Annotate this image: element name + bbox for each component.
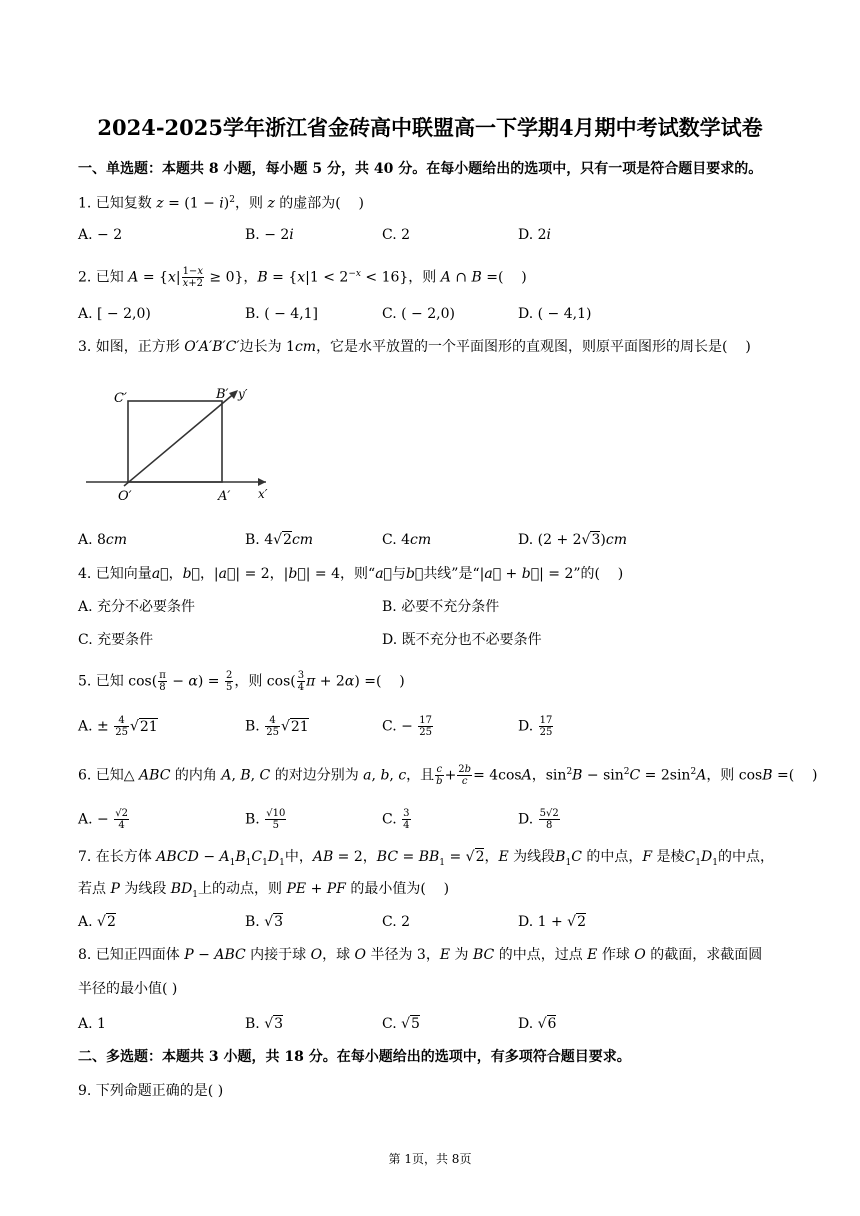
page-footer: 第 1页，共 8页 (388, 1152, 472, 1166)
q3-figure (86, 380, 286, 505)
question-2: 2. 已知 A = {x| $\frac{1-x}{x+2}$ ≥ 0}，$B = \{x|1 < 2^{-x} < 16\}$，则 A ∩ B =( ) (78, 266, 527, 290)
q7-option-a: A. √2 (78, 914, 116, 930)
q6-option-b: B. $\frac{√10}{5}$ (245, 808, 286, 831)
label-o: O′ (118, 489, 132, 504)
q2-option-d: D. ( − 4,1) (518, 306, 592, 322)
q4-option-b: B. 必要不充分条件 (382, 599, 500, 615)
question-8-line-2: 半径的最小值( ) (78, 981, 178, 997)
question-8-line-1: 8. 已知正四面体 P − ABC 内接于球 O，球 O 半径为 3，E 为 BC 的中点，过点 E 作球 O 的截面，求截面圆 (78, 947, 763, 963)
q1-option-a: A. − 2 (78, 227, 123, 243)
question-7-line-1: 7. 在长方体 ABCD − $A_1B_1C_1D_1$中，AB = 2，BC = $BB_1 = √2$，E 为线段$B_1C$ 的中点，F 是棱$C_1D_1$的中点， (78, 849, 774, 868)
label-x: x′ (258, 487, 268, 501)
question-4: 4. 已知向量a⃗，b⃗，|a⃗| = 2，|b⃗| = 4，则“a⃗与b⃗共线”是“|a⃗ + b⃗| = 2”的( ) (78, 566, 624, 582)
q1-option-c: C. 2 (382, 227, 411, 243)
q5-option-a: A. ± $\frac{4}{25}$ √21 (78, 715, 158, 738)
section-2-heading: 二、多选题：本题共 3 小题，共 18 分。在每小题给出的选项中，有多项符合题目要求。 (78, 1049, 631, 1065)
q5-option-c: C. − $\frac{17}{25}$ (382, 715, 433, 738)
q2-option-b: B. ( − 4,1] (245, 306, 319, 322)
q4-option-c: C. 充要条件 (78, 632, 154, 648)
question-3: 3. 如图，正方形 O′A′B′C′边长为 1cm，它是水平放置的一个平面图形的直观图，则原平面图形的周长是( ) (78, 339, 751, 355)
q6-option-d: D. $\frac{5√2}{8}$ (518, 808, 559, 831)
q1-option-d: D. 2i (518, 227, 552, 243)
q7-option-c: C. 2 (382, 914, 411, 930)
q1-option-b: B. − 2i (245, 227, 294, 243)
q7-option-b: B. √3 (245, 914, 284, 930)
question-6: 6. 已知△ ABC 的内角 A, B, C 的对边分别为 a, b, c，且 $\frac{c}{b}$ + $\frac{2b}{c}$ = 4cosA，$\sin^2B - \sin^2C = 2\sin^2A$，则 cosB =( ) (78, 764, 818, 788)
q3-option-d: D. (2 + 2√3)cm (518, 532, 627, 548)
exam-title: 2024-2025学年浙江省金砖高中联盟高一下学期4月期中考试数学试卷 (97, 115, 763, 140)
label-c: C′ (114, 391, 127, 406)
y-axis-line (124, 392, 236, 486)
q3-option-c: C. 4cm (382, 532, 432, 548)
q8-option-a: A. 1 (78, 1016, 106, 1032)
q5-option-b: B. $\frac{4}{25}$ √21 (245, 715, 309, 738)
q8-option-d: D. √6 (518, 1016, 557, 1032)
q7-option-d: D. 1 + √2 (518, 914, 587, 930)
q2-option-a: A. [ − 2,0) (78, 306, 151, 322)
label-b: B′ (216, 387, 229, 402)
question-1: 1. 已知复数 $z = (1 - i)^2$，则 z 的虚部为( ) (78, 195, 365, 212)
label-y: y′ (238, 387, 248, 401)
label-a: A′ (218, 489, 231, 504)
question-9: 9. 下列命题正确的是( ) (78, 1083, 224, 1099)
question-5: 5. 已知 cos( $\frac{\pi}{8}$ − α) = $\frac{2}{5}$ ，则 cos( $\frac{3}{4}$ π + 2α) =( ) (78, 670, 405, 693)
q6-option-c: C. $\frac{3}{4}$ (382, 808, 410, 831)
q3-option-a: A. 8cm (78, 532, 128, 548)
q8-option-b: B. √3 (245, 1016, 284, 1032)
q6-option-a: A. − $\frac{√2}{4}$ (78, 808, 128, 831)
q4-option-d: D. 既不充分也不必要条件 (382, 632, 542, 648)
q3-option-b: B. 4√2cm (245, 532, 314, 548)
q5-option-d: D. $\frac{17}{25}$ (518, 715, 553, 738)
q8-option-c: C. √5 (382, 1016, 420, 1032)
q4-option-a: A. 充分不必要条件 (78, 599, 196, 615)
section-1-heading: 一、单选题：本题共 8 小题，每小题 5 分，共 40 分。在每小题给出的选项中，只有一项是符合题目要求的。 (78, 161, 763, 177)
q2-option-c: C. ( − 2,0) (382, 306, 455, 322)
question-7-line-2: 若点 P 为线段 $BD_1$上的动点，则 PE + PF 的最小值为( ) (78, 881, 450, 900)
